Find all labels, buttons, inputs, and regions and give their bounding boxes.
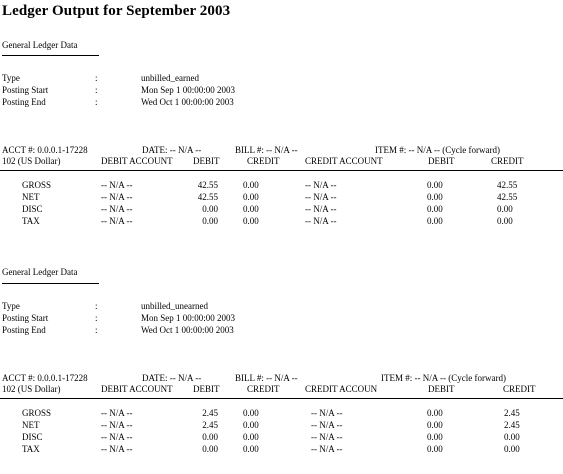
- row-debit: 0.00: [202, 432, 218, 442]
- row-debit: 2.45: [202, 408, 218, 418]
- header-credit: CREDIT: [247, 156, 280, 166]
- meta-key-posting-end: Posting End: [2, 325, 46, 335]
- row-credit-account: -- N/A --: [305, 204, 337, 214]
- row-debit-account: -- N/A --: [101, 216, 133, 226]
- acct-item: ITEM #: -- N/A -- (Cycle forward): [381, 373, 506, 383]
- row-credit-account: -- N/A --: [305, 180, 337, 190]
- acct-number: ACCT #: 0.0.0.1-17228: [2, 373, 88, 383]
- row-credit-2: 2.45: [504, 420, 520, 430]
- row-debit-2: 0.00: [427, 432, 443, 442]
- row-credit-account: -- N/A --: [311, 432, 343, 442]
- meta-colon: :: [95, 85, 98, 95]
- acct-date: DATE: -- N/A --: [142, 145, 202, 155]
- meta-value-type: unbilled_earned: [141, 73, 199, 83]
- row-credit-account: -- N/A --: [305, 192, 337, 202]
- acct-date: DATE: -- N/A --: [142, 373, 202, 383]
- row-debit-account: -- N/A --: [101, 408, 133, 418]
- row-credit-2: 0.00: [497, 216, 513, 226]
- meta-value-posting-end: Wed Oct 1 00:00:00 2003: [141, 97, 234, 107]
- header-credit-account: CREDIT ACCOUN: [305, 384, 378, 394]
- currency-label: 102 (US Dollar): [2, 156, 61, 166]
- header-credit-2: CREDIT: [491, 156, 524, 166]
- row-debit-account: -- N/A --: [101, 192, 133, 202]
- row-debit-account: -- N/A --: [101, 180, 133, 190]
- row-credit-2: 0.00: [504, 444, 520, 454]
- row-debit-2: 0.00: [427, 408, 443, 418]
- row-credit: 0.00: [243, 432, 259, 442]
- row-label: TAX: [22, 444, 40, 454]
- row-credit-account: -- N/A --: [311, 420, 343, 430]
- header-rule: [0, 398, 563, 399]
- row-credit-account: -- N/A --: [311, 444, 343, 454]
- meta-colon: :: [95, 313, 98, 323]
- meta-key-posting-end: Posting End: [2, 97, 46, 107]
- row-debit: 0.00: [202, 216, 218, 226]
- row-label: DISC: [22, 204, 43, 214]
- row-label: GROSS: [22, 180, 52, 190]
- meta-colon: :: [95, 97, 98, 107]
- row-credit: 0.00: [243, 204, 259, 214]
- meta-value-posting-start: Mon Sep 1 00:00:00 2003: [141, 85, 236, 95]
- section-heading: General Ledger Data: [2, 40, 78, 50]
- row-debit-2: 0.00: [427, 420, 443, 430]
- acct-bill: BILL #: -- N/A --: [235, 145, 298, 155]
- meta-key-posting-start: Posting Start: [2, 85, 49, 95]
- row-label: TAX: [22, 216, 40, 226]
- row-debit-account: -- N/A --: [101, 432, 133, 442]
- acct-number: ACCT #: 0.0.0.1-17228: [2, 145, 88, 155]
- row-debit: 42.55: [197, 180, 218, 190]
- meta-colon: :: [95, 325, 98, 335]
- acct-item: ITEM #: -- N/A -- (Cycle forward): [375, 145, 500, 155]
- row-debit: 0.00: [202, 204, 218, 214]
- row-debit-account: -- N/A --: [101, 204, 133, 214]
- meta-key-type: Type: [2, 73, 20, 83]
- row-label: GROSS: [22, 408, 52, 418]
- meta-key-type: Type: [2, 301, 20, 311]
- meta-value-posting-start: Mon Sep 1 00:00:00 2003: [141, 313, 236, 323]
- meta-value-type: unbilled_unearned: [141, 301, 208, 311]
- header-debit-2: DEBIT: [428, 384, 455, 394]
- row-credit-2: 42.55: [497, 192, 518, 202]
- section-heading-rule: [2, 283, 99, 284]
- row-debit-account: -- N/A --: [101, 420, 133, 430]
- row-debit: 42.55: [197, 192, 218, 202]
- row-credit: 0.00: [243, 420, 259, 430]
- row-credit: 0.00: [243, 180, 259, 190]
- row-credit: 0.00: [243, 216, 259, 226]
- meta-value-posting-end: Wed Oct 1 00:00:00 2003: [141, 325, 234, 335]
- row-credit: 0.00: [243, 192, 259, 202]
- row-label: NET: [22, 420, 40, 430]
- row-credit-2: 0.00: [504, 432, 520, 442]
- header-debit-account: DEBIT ACCOUNT: [101, 156, 173, 166]
- row-credit-account: -- N/A --: [305, 216, 337, 226]
- meta-colon: :: [95, 301, 98, 311]
- row-credit-2: 2.45: [504, 408, 520, 418]
- meta-colon: :: [95, 73, 98, 83]
- header-credit-2: CREDIT: [503, 384, 536, 394]
- meta-key-posting-start: Posting Start: [2, 313, 49, 323]
- page-title: Ledger Output for September 2003: [2, 3, 231, 19]
- header-debit-account: DEBIT ACCOUNT: [101, 384, 173, 394]
- header-rule: [0, 170, 563, 171]
- section-heading: General Ledger Data: [2, 267, 78, 277]
- currency-label: 102 (US Dollar): [2, 384, 61, 394]
- row-debit-2: 0.00: [427, 444, 443, 454]
- row-credit: 0.00: [243, 408, 259, 418]
- row-debit-account: -- N/A --: [101, 444, 133, 454]
- row-credit-2: 0.00: [497, 204, 513, 214]
- row-credit-2: 42.55: [497, 180, 518, 190]
- header-credit: CREDIT: [247, 384, 280, 394]
- row-label: DISC: [22, 432, 43, 442]
- row-debit-2: 0.00: [427, 180, 443, 190]
- row-debit: 0.00: [202, 444, 218, 454]
- row-debit: 2.45: [202, 420, 218, 430]
- row-label: NET: [22, 192, 40, 202]
- acct-bill: BILL #: -- N/A --: [235, 373, 298, 383]
- row-debit-2: 0.00: [427, 204, 443, 214]
- header-debit-2: DEBIT: [428, 156, 455, 166]
- header-debit: DEBIT: [193, 384, 220, 394]
- section-heading-rule: [2, 55, 99, 56]
- header-debit: DEBIT: [193, 156, 220, 166]
- row-credit-account: -- N/A --: [311, 408, 343, 418]
- row-debit-2: 0.00: [427, 216, 443, 226]
- header-credit-account: CREDIT ACCOUNT: [305, 156, 383, 166]
- row-credit: 0.00: [243, 444, 259, 454]
- row-debit-2: 0.00: [427, 192, 443, 202]
